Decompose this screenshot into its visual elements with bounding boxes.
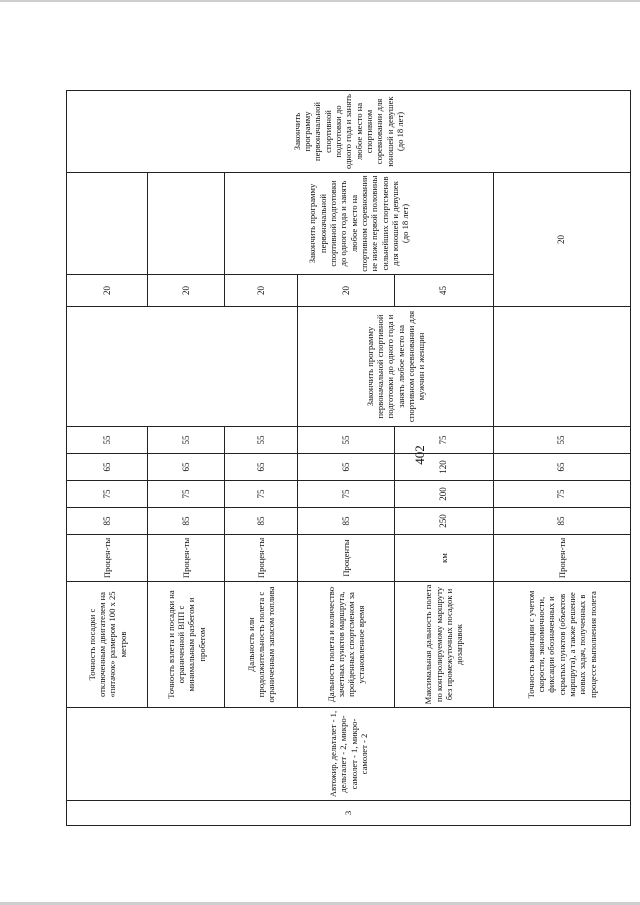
value-cell: 65: [225, 454, 298, 481]
unit-cell: Процен-ты: [67, 535, 148, 582]
requirement-men-cell: Закончить программу первоначальной спортивной подготовки до одного года и занять любое место на спортивном соревновании для мужчин и женщин: [298, 307, 493, 427]
value-cell: 55: [298, 427, 395, 454]
value-cell: 65: [298, 454, 395, 481]
page-number: 402: [412, 445, 427, 465]
value-a-cell: 20: [148, 275, 225, 307]
value-cell: 55: [67, 427, 148, 454]
empty-cell: [67, 173, 148, 275]
value-a-cell: 45: [394, 275, 493, 307]
value-cell: 75: [394, 427, 493, 454]
table-row: [67, 91, 148, 826]
unit-cell: Проценты: [298, 535, 395, 582]
value-cell: 75: [225, 481, 298, 508]
empty-cell: [493, 307, 630, 427]
value-a-cell: 20: [493, 173, 630, 307]
exercise-cell: Дальность полета и количество зачетных пунктов маршрута, пройденных спортсменом за установленное время: [298, 582, 395, 708]
sport-group-cell: Автожир, дельталет - 1, дельталет - 2, микро-самолет - 1, микро-самолет - 2: [67, 708, 631, 801]
exercise-cell: Максимальная дальность полета по контролируемому маршруту без промежуточных посадок и дозаправок: [394, 582, 493, 708]
requirement-c-cell: Закончить программу первоначальной спортивной подготовки до одного года и занять любое место на спортивном соревновании для юношей и девушек (до 18 лет): [67, 91, 631, 173]
value-cell: 75: [493, 481, 630, 508]
value-cell: 200: [394, 481, 493, 508]
value-cell: 250: [394, 508, 493, 535]
scan-edge-top: [0, 0, 640, 2]
value-cell: 65: [67, 454, 148, 481]
exercise-cell: Точность навигации с учетом скорости, экономичности, фиксации обозначенных и скрытых пунктов (объектов маршрута), а также решение новых задач, полученных в процессе выполнения полета: [493, 582, 630, 708]
value-cell: 85: [148, 508, 225, 535]
unit-cell: Процен-ты: [225, 535, 298, 582]
standards-table: [66, 90, 631, 826]
empty-cell: [67, 307, 298, 427]
rotated-table-container: [66, 91, 631, 826]
value-cell: 55: [493, 427, 630, 454]
exercise-cell: Дальность или продолжительность полета с ограниченным запасом топлива: [225, 582, 298, 708]
value-cell: 65: [148, 454, 225, 481]
value-cell: 75: [67, 481, 148, 508]
requirement-b-cell: Закончить программу первоначальной спортивной подготовки до одного года и занять любое место на спортивном соревновании не ниже первой половины сильнейших спортсменов для юношей и девушек (до 18 лет): [225, 173, 494, 275]
unit-cell: Процен-ты: [493, 535, 630, 582]
value-cell: 65: [493, 454, 630, 481]
row-number-cell: 3: [67, 801, 631, 826]
exercise-cell: Точность посадки с отключенным двигателем на «пятачок» размером 100 x 25 метров: [67, 582, 148, 708]
unit-cell: Процен-ты: [148, 535, 225, 582]
value-cell: 85: [67, 508, 148, 535]
empty-cell: [148, 173, 225, 275]
unit-cell: км: [394, 535, 493, 582]
value-cell: 85: [493, 508, 630, 535]
value-cell: 85: [225, 508, 298, 535]
value-cell: 55: [225, 427, 298, 454]
value-a-cell: 20: [67, 275, 148, 307]
value-a-cell: 20: [225, 275, 298, 307]
exercise-cell: Точность взлета и посадки на ограниченной ВПП с минимальным разбегом и пробегом: [148, 582, 225, 708]
value-cell: 75: [298, 481, 395, 508]
value-cell: 85: [298, 508, 395, 535]
value-cell: 55: [148, 427, 225, 454]
value-cell: 120: [394, 454, 493, 481]
value-a-cell: 20: [298, 275, 395, 307]
value-cell: 75: [148, 481, 225, 508]
